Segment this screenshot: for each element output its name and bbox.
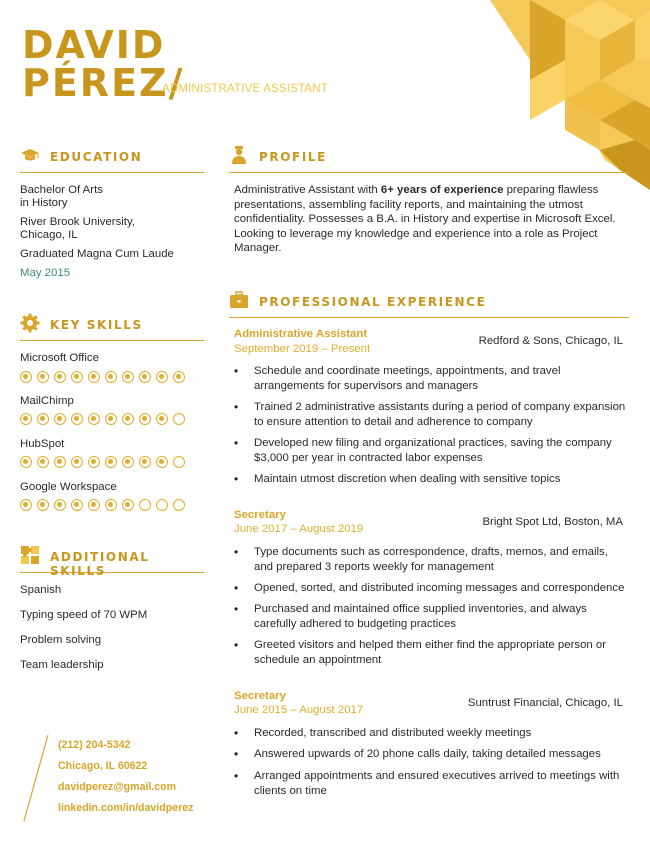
job-title: ADMINISTRATIVE ASSISTANT xyxy=(162,83,329,95)
education-school: River Brook University, xyxy=(20,216,135,228)
person-icon xyxy=(229,145,249,165)
job-bullet: • Recorded, transcribed and distributed weekly meetings xyxy=(234,726,626,741)
job-bullet: • Opened, sorted, and distributed incoming messages and correspondence xyxy=(234,581,626,596)
contact-phone[interactable]: (212) 204-5342 xyxy=(58,739,131,751)
profile-summary xyxy=(234,183,624,256)
rating-dot-filled xyxy=(105,371,117,383)
rating-dot-empty xyxy=(173,456,185,468)
rating-dot-filled xyxy=(71,413,83,425)
graduation-cap-icon xyxy=(20,145,40,165)
rating-dot-filled xyxy=(54,413,66,425)
rating-dot-filled xyxy=(105,456,117,468)
education-field: in History xyxy=(20,197,68,209)
education-degree: Bachelor Of Arts xyxy=(20,184,103,196)
skill-name: Google Workspace xyxy=(20,481,117,493)
rating-dot-empty xyxy=(173,413,185,425)
additional-skills-heading: ADDITIONAL SKILLS xyxy=(50,550,150,578)
job-company: Bright Spot Ltd, Boston, MA xyxy=(482,516,623,528)
rating-dot-filled xyxy=(37,413,49,425)
job-bullet: • Arranged appointments and ensured executives arrived to meetings with clients on time xyxy=(234,769,626,798)
job-bullet: • Maintain utmost discretion when dealing with sensitive topics xyxy=(234,472,626,487)
contact-email[interactable]: davidperez@gmail.com xyxy=(58,781,177,793)
additional-skills-section-header xyxy=(20,545,204,578)
additional-skill-item: Team leadership xyxy=(20,659,104,671)
key-skills-heading: KEY SKILLS xyxy=(50,318,143,332)
key-skills-section-header xyxy=(20,313,204,341)
profile-text-start: Administrative Assistant with xyxy=(234,184,381,196)
rating-dot-filled xyxy=(122,499,134,511)
profile-text-end: preparing flawless presentations, assembling facility reports, and maintaining the utmost confidentiality. Possesses a B.A. in History and expertise in Microsoft Excel. Looking to leverage my knowledge and experience into a role as Project Manager. xyxy=(234,184,616,254)
skill-name: MailChimp xyxy=(20,395,74,407)
rating-dot-filled xyxy=(88,371,100,383)
education-heading: EDUCATION xyxy=(50,150,143,164)
rating-dot-filled xyxy=(54,499,66,511)
job-title: Secretary xyxy=(234,509,286,521)
rating-dot-filled xyxy=(156,413,168,425)
puzzle-icon xyxy=(20,545,40,565)
skill-rating xyxy=(20,413,185,425)
rating-dot-filled xyxy=(88,413,100,425)
additional-skill-item: Typing speed of 70 WPM xyxy=(20,609,148,621)
job-bullet: • Greeted visitors and helped them either find the appropriate person or schedule an appointment xyxy=(234,638,626,667)
rating-dot-filled xyxy=(139,413,151,425)
job-company: Suntrust Financial, Chicago, IL xyxy=(467,697,623,709)
rating-dot-filled xyxy=(105,499,117,511)
job-bullet: • Purchased and maintained office supplied inventories, and always carefully adhered to budgeting practices xyxy=(234,602,626,631)
rating-dot-filled xyxy=(37,456,49,468)
rating-dot-filled xyxy=(122,413,134,425)
skill-rating xyxy=(20,499,185,511)
job-title: Secretary xyxy=(234,690,286,702)
profile-section-header xyxy=(229,145,629,173)
job-bullet: • Trained 2 administrative assistants during a period of company expansion to ensure attention to detail and adherence to company xyxy=(234,400,626,429)
rating-dot-filled xyxy=(20,413,32,425)
profile-heading: PROFILE xyxy=(259,150,327,164)
rating-dot-filled xyxy=(173,371,185,383)
rating-dot-empty xyxy=(139,499,151,511)
skill-rating xyxy=(20,371,185,383)
rating-dot-filled xyxy=(156,456,168,468)
education-section-header xyxy=(20,145,204,173)
skill-rating xyxy=(20,456,185,468)
rating-dot-filled xyxy=(88,456,100,468)
job-bullet: • Developed new filing and organizational practices, saving the company $3,000 per year in contracted labor expenses xyxy=(234,436,626,465)
rating-dot-filled xyxy=(37,499,49,511)
job-company: Redford & Sons, Chicago, IL xyxy=(478,335,623,347)
rating-dot-filled xyxy=(105,413,117,425)
rating-dot-filled xyxy=(54,456,66,468)
rating-dot-filled xyxy=(88,499,100,511)
rating-dot-filled xyxy=(122,371,134,383)
skill-name: Microsoft Office xyxy=(20,352,99,364)
rating-dot-filled xyxy=(139,456,151,468)
contact-linkedin[interactable]: linkedin.com/in/davidperez xyxy=(58,802,194,814)
rating-dot-filled xyxy=(20,456,32,468)
job-dates: June 2015 – August 2017 xyxy=(234,704,364,716)
job-dates: June 2017 – August 2019 xyxy=(234,523,364,535)
rating-dot-filled xyxy=(54,371,66,383)
job-title: Administrative Assistant xyxy=(234,328,368,340)
rating-dot-filled xyxy=(122,456,134,468)
rating-dot-filled xyxy=(37,371,49,383)
rating-dot-filled xyxy=(71,371,83,383)
education-honors: Graduated Magna Cum Laude xyxy=(20,248,174,260)
skill-name: HubSpot xyxy=(20,438,65,450)
experience-heading: PROFESSIONAL EXPERIENCE xyxy=(259,295,487,309)
rating-dot-filled xyxy=(71,499,83,511)
additional-skill-item: Spanish xyxy=(20,584,62,596)
rating-dot-empty xyxy=(156,499,168,511)
briefcase-icon xyxy=(229,290,249,310)
experience-section-header xyxy=(229,290,629,318)
job-dates: September 2019 – Present xyxy=(234,343,371,355)
contact-location: Chicago, IL 60622 xyxy=(58,760,148,772)
rating-dot-filled xyxy=(20,371,32,383)
first-name: DAVID xyxy=(22,23,166,67)
profile-text-bold: 6+ years of experience xyxy=(380,184,504,196)
rating-dot-filled xyxy=(71,456,83,468)
rating-dot-filled xyxy=(156,371,168,383)
job-bullet: • Type documents such as correspondence, drafts, memos, and emails, and prepared 3 reports weekly for management xyxy=(234,545,626,574)
contact-divider-line xyxy=(22,733,62,823)
job-bullet: • Schedule and coordinate meetings, appointments, and travel arrangements for supervisors and managers xyxy=(234,364,626,393)
education-date: May 2015 xyxy=(20,267,71,279)
gear-icon xyxy=(20,313,40,333)
job-bullet: • Answered upwards of 20 phone calls daily, taking detailed messages xyxy=(234,747,626,762)
rating-dot-filled xyxy=(20,499,32,511)
additional-skill-item: Problem solving xyxy=(20,634,102,646)
rating-dot-filled xyxy=(139,371,151,383)
last-name: PÉREZ/ xyxy=(22,61,185,105)
rating-dot-empty xyxy=(173,499,185,511)
education-location: Chicago, IL xyxy=(20,229,78,241)
